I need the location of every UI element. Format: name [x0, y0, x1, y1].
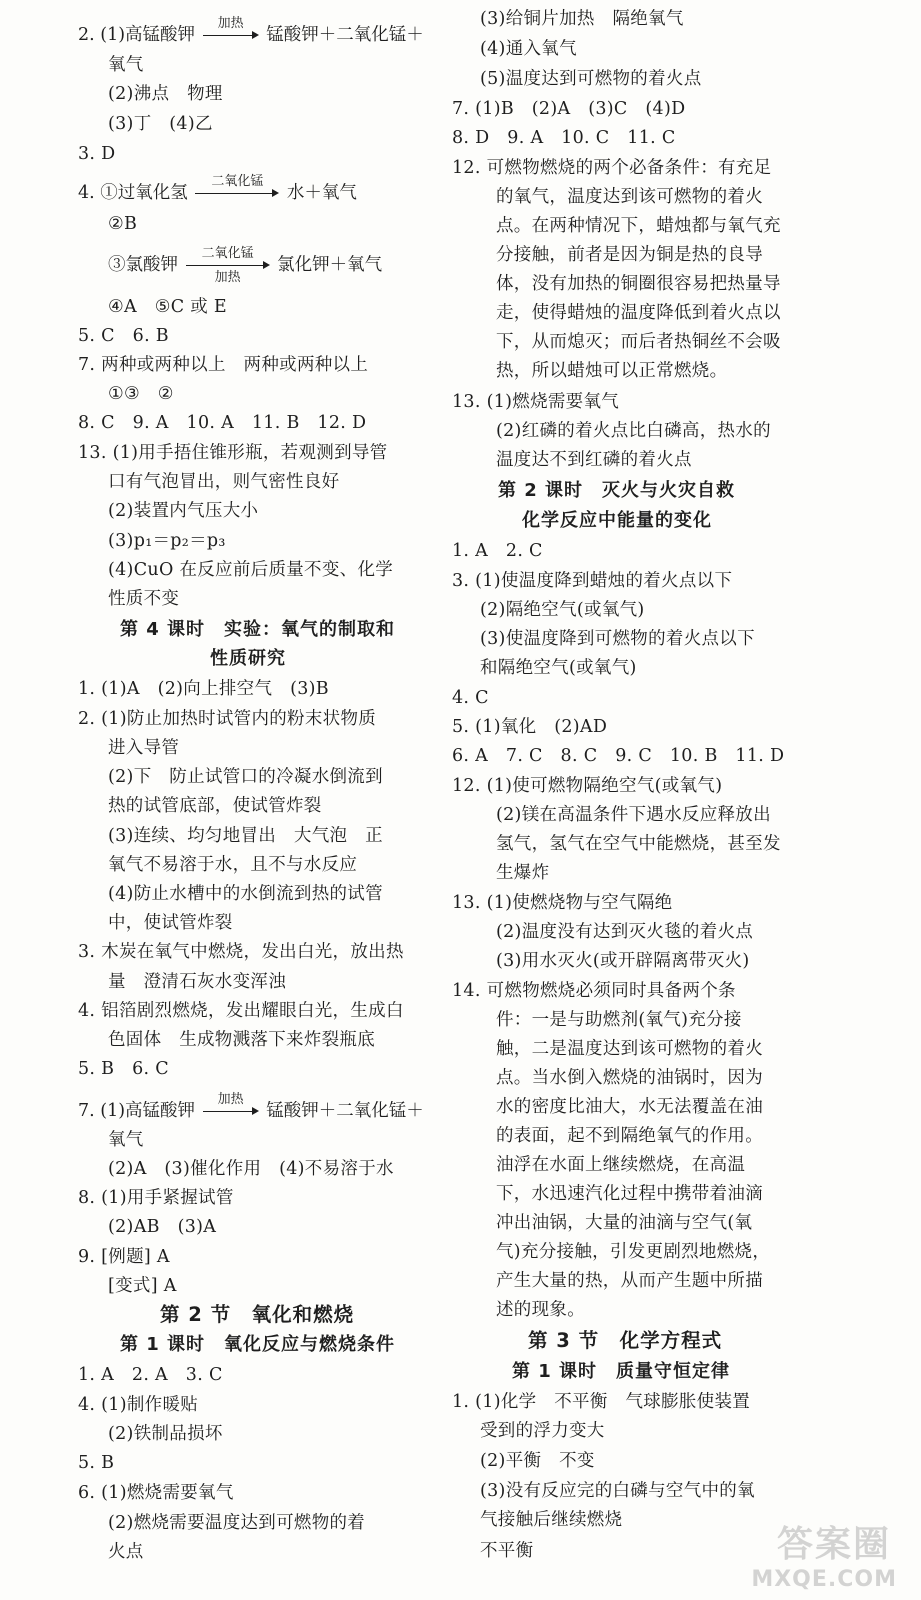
text-line: 锰酸钾＋二氧化锰＋ — [266, 25, 424, 45]
text-line: (3)没有反应完的白磷与空气中的氧 — [480, 1481, 755, 1501]
text-line: 受到的浮力变大 — [480, 1421, 605, 1441]
text-line: (2)铁制品损坏 — [108, 1424, 223, 1444]
text-line: 2. (1)高锰酸钾 — [78, 25, 196, 45]
text-line: 6. (1)燃烧需要氧气 — [78, 1483, 234, 1503]
text-line: 1. A 2. C — [452, 541, 543, 561]
text-line: 7. (1)B (2)A (3)C (4)D — [452, 99, 686, 119]
text-line: 的氧气，温度达到该可燃物的着火 — [496, 187, 763, 207]
text-line: 不平衡 — [480, 1541, 534, 1561]
text-line: 9. [例题] A — [78, 1247, 170, 1267]
text-line: 点。当水倒入燃烧的油锅时，因为 — [496, 1068, 763, 1088]
text-line: 8. D 9. A 10. C 11. C — [452, 128, 676, 148]
text-line: ③氯酸钾 — [108, 255, 178, 275]
text-line: 中，使试管炸裂 — [108, 913, 233, 933]
text-line: (4)防止水槽中的水倒流到热的试管 — [108, 884, 383, 904]
arrow-condition: 加热 — [214, 270, 241, 285]
text-line: 7. (1)高锰酸钾 — [78, 1101, 196, 1121]
text-line: [变式] A — [108, 1276, 177, 1296]
text-line: (2)红磷的着火点比白磷高，热水的 — [496, 421, 771, 441]
text-line: (2)镁在高温条件下遇水反应释放出 — [496, 805, 771, 825]
text-line: 下，从而熄灭；而后者热铜丝不会吸 — [496, 332, 781, 352]
text-line: (2)平衡 不变 — [480, 1451, 595, 1471]
lesson-heading: 第 1 课时 氧化反应与燃烧条件 — [120, 1334, 396, 1355]
text-line: 量 澄清石灰水变浑浊 — [108, 972, 286, 992]
text-line: 8. (1)用手紧握试管 — [78, 1188, 234, 1208]
section-heading: 第 3 节 化学方程式 — [528, 1329, 723, 1352]
lesson-heading: 性质研究 — [210, 648, 286, 669]
text-line: 火点 — [108, 1542, 144, 1562]
text-line: 12. 可燃物燃烧的两个必备条件：有充足 — [452, 158, 772, 178]
text-line: 2. (1)防止加热时试管内的粉末状物质 — [78, 709, 377, 729]
text-line: 5. B 6. C — [78, 1059, 169, 1079]
text-line: 氧气 — [108, 55, 144, 75]
left-column — [78, 0, 443, 1600]
text-line: 的表面，起不到隔绝氧气的作用。 — [496, 1126, 763, 1146]
equation-4-3 — [108, 246, 383, 285]
text-line: 5. (1)氧化 (2)AD — [452, 717, 608, 737]
text-line: 件：一是与助燃剂(氧气)充分接 — [496, 1010, 742, 1030]
text-line: 5. C 6. B — [78, 326, 169, 346]
text-line: 氧气 — [108, 1130, 144, 1150]
text-line: 水＋氧气 — [286, 183, 357, 203]
text-line: (3)p₁＝p₂＝p₃ — [108, 531, 226, 551]
equation-4-1 — [78, 174, 357, 204]
text-line: 和隔绝空气(或氧气) — [480, 658, 637, 678]
text-line: 色固体 生成物溅落下来炸裂瓶底 — [108, 1030, 375, 1050]
text-line: 氧气不易溶于水，且不与水反应 — [108, 855, 358, 875]
text-line: (3)给铜片加热 隔绝氧气 — [480, 9, 684, 29]
text-line: 7. 两种或两种以上 两种或两种以上 — [78, 355, 369, 375]
text-line: (2)隔绝空气(或氧气) — [480, 600, 645, 620]
site-watermark — [721, 1514, 901, 1592]
lesson-heading: 第 4 课时 实验：氧气的制取和 — [120, 619, 396, 640]
text-line: 14. 可燃物燃烧必须同时具备两个条 — [452, 981, 736, 1001]
text-line: 点。在两种情况下，蜡烛都与氧气充 — [496, 216, 781, 236]
text-line: 性质不变 — [108, 589, 180, 609]
text-line: 4. 铝箔剧烈燃烧，发出耀眼白光，生成白 — [78, 1001, 404, 1021]
text-line: 3. D — [78, 144, 116, 164]
watermark-url: MXQE.COM — [751, 1567, 897, 1592]
text-line: (2)燃烧需要温度达到可燃物的着 — [108, 1513, 366, 1533]
text-line: 4. (1)制作暖贴 — [78, 1395, 199, 1415]
text-line: 气接触后继续燃烧 — [480, 1510, 623, 1530]
text-line: (5)温度达到可燃物的着火点 — [480, 69, 702, 89]
text-line: 口有气泡冒出，则气密性良好 — [108, 472, 340, 492]
text-line: 下，水迅速汽化过程中携带着油滴 — [496, 1184, 763, 1204]
text-line: 1. A 2. A 3. C — [78, 1365, 223, 1385]
text-line: (2)AB (3)A — [108, 1217, 217, 1237]
text-line: 体，没有加热的铜圈很容易把热量导 — [496, 274, 781, 294]
text-line: 氢气，氢气在空气中能燃烧，甚至发 — [496, 834, 781, 854]
text-line: ④A ⑤C 或 E — [108, 297, 228, 317]
equation-2-1 — [78, 16, 424, 46]
text-line: (3)连续、均匀地冒出 大气泡 正 — [108, 826, 383, 846]
text-line: ②B — [108, 214, 138, 234]
text-line: 分接触，前者是因为铜是热的良导 — [496, 245, 763, 265]
text-line: (2)装置内气压大小 — [108, 501, 259, 521]
text-line: 油浮在水面上继续燃烧，在高温 — [496, 1155, 746, 1175]
text-line: 4. ①过氧化氢 — [78, 183, 188, 203]
text-line: 3. (1)使温度降到蜡烛的着火点以下 — [452, 571, 733, 591]
arrow-condition: 二氧化锰 — [211, 174, 264, 189]
text-line: (3)丁 (4)乙 — [108, 114, 213, 134]
text-line: 5. B — [78, 1453, 115, 1473]
text-line: 气)充分接触，引发更剧烈地燃烧， — [496, 1242, 771, 1262]
lesson-heading: 化学反应中能量的变化 — [522, 510, 712, 531]
text-line: (2)A (3)催化作用 (4)不易溶于水 — [108, 1159, 394, 1179]
text-line: 12. (1)使可燃物隔绝空气(或氧气) — [452, 776, 723, 796]
text-line: 温度达不到红磷的着火点 — [496, 450, 692, 470]
text-line: 生爆炸 — [496, 863, 550, 883]
text-line: 8. C 9. A 10. A 11. B 12. D — [78, 413, 367, 433]
text-line: ①③ ② — [108, 384, 174, 404]
text-line: 4. C — [452, 688, 489, 708]
text-line: 进入导管 — [108, 738, 180, 758]
text-line: 1. (1)A (2)向上排空气 (3)B — [78, 679, 329, 699]
watermark-logo-text: 答案圈 — [776, 1524, 891, 1565]
lesson-heading: 第 1 课时 质量守恒定律 — [512, 1361, 731, 1382]
text-line: 走，使得蜡烛的温度降低到着火点以 — [496, 303, 781, 323]
text-line: (3)使温度降到可燃物的着火点以下 — [480, 629, 755, 649]
text-line: (4)CuO 在反应前后质量不变、化学 — [108, 560, 394, 580]
text-line: 热的试管底部，使试管炸裂 — [108, 796, 322, 816]
text-line: 冲出油锅，大量的油滴与空气(氧 — [496, 1213, 753, 1233]
text-line: 3. 木炭在氧气中燃烧，发出白光，放出热 — [78, 942, 404, 962]
text-line: (3)用水灭火(或开辟隔离带灭火) — [496, 951, 750, 971]
text-line: 述的现象。 — [496, 1300, 585, 1320]
equation-7-1 — [78, 1092, 424, 1122]
section-heading: 第 2 节 氧化和燃烧 — [160, 1303, 355, 1326]
text-line: 产生大量的热，从而产生题中所描 — [496, 1271, 763, 1291]
text-line: 氯化钾＋氧气 — [277, 255, 383, 275]
text-line: 1. (1)化学 不平衡 气球膨胀使装置 — [452, 1392, 751, 1412]
text-line: 13. (1)燃烧需要氧气 — [452, 392, 620, 412]
right-column — [452, 0, 912, 1600]
text-line: 锰酸钾＋二氧化锰＋ — [266, 1101, 424, 1121]
text-line: 触，二是温度达到该可燃物的着火 — [496, 1039, 763, 1059]
text-line: 13. (1)使燃烧物与空气隔绝 — [452, 893, 673, 913]
text-line: 13. (1)用手捂住锥形瓶，若观测到导管 — [78, 443, 388, 463]
text-line: 热，所以蜡烛可以正常燃烧。 — [496, 361, 728, 381]
text-line: 水的密度比油大，水无法覆盖在油 — [496, 1097, 763, 1117]
text-line: 6. A 7. C 8. C 9. C 10. B 11. D — [452, 746, 785, 766]
arrow-condition: 二氧化锰 — [201, 246, 254, 261]
text-line: (2)温度没有达到灭火毯的着火点 — [496, 922, 754, 942]
text-line: (2)下 防止试管口的冷凝水倒流到 — [108, 767, 383, 787]
text-line: (4)通入氧气 — [480, 39, 577, 59]
text-line: (2)沸点 物理 — [108, 84, 223, 104]
arrow-condition: 加热 — [217, 1092, 244, 1107]
lesson-heading: 第 2 课时 灭火与火灾自救 — [498, 480, 736, 501]
arrow-condition: 加热 — [217, 16, 244, 31]
